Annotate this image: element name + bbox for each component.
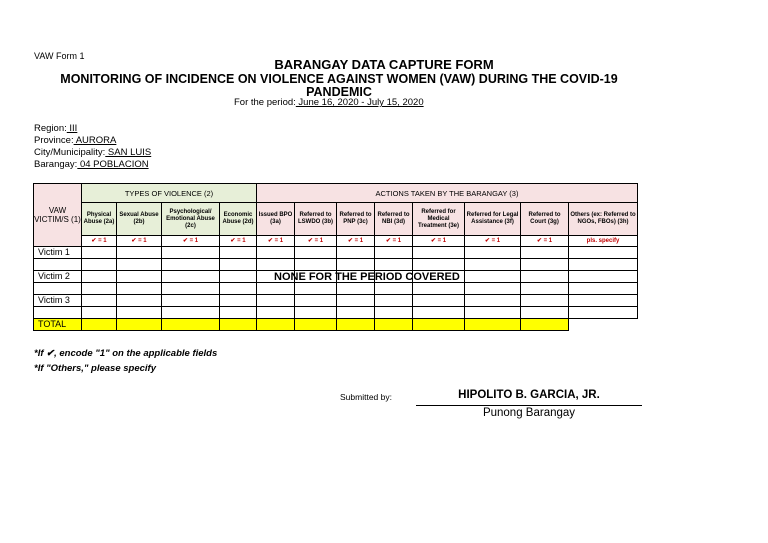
code-cell: ✔ = 1 [413,236,465,247]
province-line [34,135,116,146]
col-referred-pnp: Referred to PNP (3c) [337,203,375,236]
note-check-encode: *If ✔, encode "1" on the applicable fields [34,348,218,359]
code-cell: ✔ = 1 [117,236,162,247]
note-others-specify: *If "Others," please specify [34,363,157,374]
col-physical-abuse: Physical Abuse (2a) [82,203,117,236]
province-label: Province: [34,135,74,146]
region-value: III [66,123,78,134]
province-value: AURORA [73,135,117,146]
table-row [34,307,638,319]
table-row [34,295,638,307]
form-subtitle: MONITORING OF INCIDENCE ON VIOLENCE AGAINST WOMEN (VAW) DURING THE COVID-19 PANDEMIC [60,72,618,99]
region-line [34,123,77,134]
code-cell: ✔ = 1 [295,236,337,247]
col-economic-abuse: Economic Abuse (2d) [220,203,257,236]
code-cell: ✔ = 1 [220,236,257,247]
code-cell: ✔ = 1 [521,236,569,247]
form-label: VAW Form 1 [34,51,85,61]
code-cell: ✔ = 1 [257,236,295,247]
col-others: Others (ex: Referred to NGOs, FBOs) (3h) [569,203,638,236]
code-cell: ✔ = 1 [337,236,375,247]
reporting-period [234,97,424,108]
total-row [34,319,638,331]
victim-header: VAW VICTIM/S (1) [34,184,82,247]
signatory-name: HIPOLITO B. GARCIA, JR. [458,389,600,401]
col-referred-nbi: Referred to NBI (3d) [375,203,413,236]
none-for-period-text: NONE FOR THE PERIOD COVERED [274,271,460,283]
col-sexual-abuse: Sexual Abuse (2b) [117,203,162,236]
col-referred-lswdo: Referred to LSWDO (3b) [295,203,337,236]
vaw-data-table [33,183,638,331]
total-label: TOTAL [34,319,82,331]
col-psychological-abuse: Psychological/ Emotional Abuse (2c) [162,203,220,236]
signatory-title: Punong Barangay [482,407,576,419]
city-label: City/Municipality: [34,147,106,158]
period-label: For the period: [234,97,296,108]
victim-label: Victim 3 [34,295,82,307]
col-referred-court: Referred to Court (3g) [521,203,569,236]
submitted-by-label: Submitted by: [340,392,392,402]
code-cell: ✔ = 1 [82,236,117,247]
victim-label: Victim 1 [34,247,82,259]
code-cell: ✔ = 1 [465,236,521,247]
col-issued-bpo: Issued BPO (3a) [257,203,295,236]
signature-line [416,405,642,406]
actions-taken-header: ACTIONS TAKEN BY THE BARANGAY (3) [257,184,638,203]
region-label: Region: [34,123,67,134]
table-row [34,259,638,271]
table-row [34,283,638,295]
barangay-line [34,159,149,170]
types-of-violence-header: TYPES OF VIOLENCE (2) [82,184,257,203]
code-cell: ✔ = 1 [162,236,220,247]
city-line [34,147,151,158]
period-value: June 16, 2020 - July 15, 2020 [295,97,424,108]
col-referred-legal: Referred for Legal Assistance (3f) [465,203,521,236]
others-code-cell: pls. specify [569,236,638,247]
code-cell: ✔ = 1 [375,236,413,247]
col-referred-medical: Referred for Medical Treatment (3e) [413,203,465,236]
victim-label: Victim 2 [34,271,82,283]
barangay-value: 04 POBLACION [77,159,149,170]
city-value: SAN LUIS [105,147,152,158]
table-row [34,247,638,259]
barangay-label: Barangay: [34,159,78,170]
form-title: BARANGAY DATA CAPTURE FORM [274,57,494,72]
